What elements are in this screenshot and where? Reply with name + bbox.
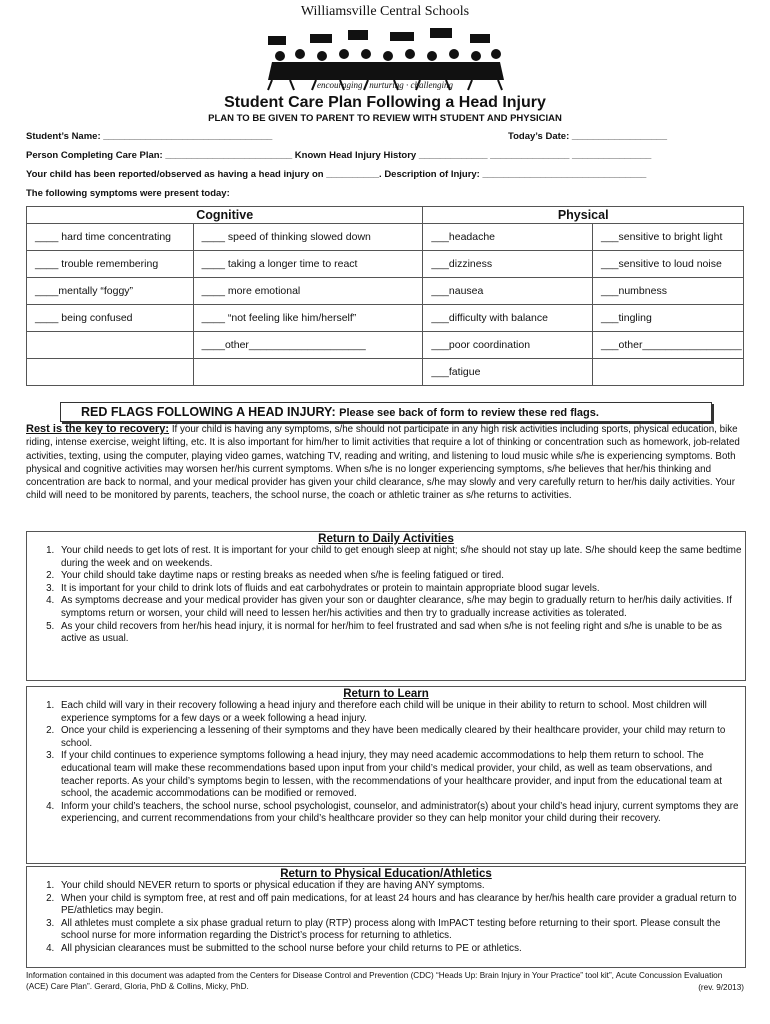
daily-activities-section — [26, 531, 746, 681]
list-item: 2. Once your child is experiencing a lessening of their symptoms and they have been medically cleared by their healthcare provider, your child may return to school. — [57, 725, 745, 750]
symptom-item[interactable]: ____other____________________ — [193, 332, 423, 359]
daily-activities-title: Return to Daily Activities — [318, 533, 454, 545]
return-to-learn-section — [26, 686, 746, 864]
athletics-section — [26, 866, 746, 968]
symptom-item — [27, 332, 194, 359]
symptoms-table — [26, 206, 744, 386]
person-completing-field[interactable]: Person Completing Care Plan: ________________________ Known Head Injury History _____________ _______________ _______________ — [26, 150, 652, 161]
symptom-item[interactable]: ____ “not feeling like him/herself” — [193, 305, 423, 332]
todays-date-field[interactable]: Today’s Date: __________________ — [508, 131, 667, 142]
symptom-item[interactable]: ____ taking a longer time to react — [193, 251, 423, 278]
table-row — [27, 278, 744, 305]
list-item: 1. Your child needs to get lots of rest. It is important for your child to get enough sleep at night; s/he should not stay up late. S/he should keep the same bedtime during the week and on weekends. — [57, 545, 745, 570]
list-item: 4. All physician clearances must be submitted to the school nurse before your child returns to PE or athletics. — [57, 943, 745, 956]
list-item: 2. Your child should take daytime naps or resting breaks as needed when s/he is feeling fatigued or tired. — [57, 570, 745, 583]
table-row — [27, 224, 744, 251]
rest-paragraph — [26, 423, 746, 503]
symptom-item[interactable]: ___difficulty with balance — [423, 305, 593, 332]
page-subtitle: PLAN TO BE GIVEN TO PARENT TO REVIEW WITH STUDENT AND PHYSICIAN — [208, 113, 562, 124]
injury-report-field[interactable]: Your child has been reported/observed as having a head injury on __________. Description of Injury: _______________________________ — [26, 169, 647, 180]
cognitive-header: Cognitive — [27, 207, 423, 224]
symptom-item[interactable]: ____ being confused — [27, 305, 194, 332]
symptom-item[interactable]: ___headache — [423, 224, 593, 251]
rest-text: If your child is having any symptoms, s/he should not participate in any high risk activities including sports, physical education, bike riding, intense exercise, weight lifting, etc. It is also important for him/her to limit activities that require a lot of thinking or concentration such as homework, job-related activities, texting, using the computer, playing video games, watching TV, reading and writing, and listening to loud music while s/he is experiencing symptoms. Both physical and cognitive activities may worsen her/his current symptoms. When s/he is no longer experiencing symptoms, s/he believes that her/his thinking and concentration are back to normal, and your medical provider has given your child clearance, s/he may slowly and very carefully return to her/his daily activities. Your child will need to be monitored by parents, teachers, the school nurse, the coach or athletic trainer as s/he returns to activities. — [26, 424, 740, 502]
list-item: 1. Your child should NEVER return to sports or physical education if they are having ANY symptoms. — [57, 880, 745, 893]
page-title: Student Care Plan Following a Head Injury — [224, 94, 546, 111]
list-item: 5. As your child recovers from her/his head injury, it is normal for her/him to feel frustrated and sad when s/he is not feeling right and s/he is unable to be as active as usual. — [57, 621, 745, 646]
symptom-item[interactable]: ____ hard time concentrating — [27, 224, 194, 251]
symptom-item — [592, 359, 743, 386]
red-flags-title: RED FLAGS FOLLOWING A HEAD INJURY: — [81, 405, 336, 419]
red-flags-banner — [60, 402, 712, 422]
athletics-title: Return to Physical Education/Athletics — [280, 868, 492, 880]
red-flags-note: Please see back of form to review these red flags. — [339, 407, 599, 419]
list-item: 4. Inform your child’s teachers, the school nurse, school psychologist, counselor, and administrator(s) about your child’s head injury, current symptoms they are experiencing, and current recommendations from your child’s healthcare provider so they can help monitor your child during their recovery. — [57, 801, 745, 826]
school-tagline: encouraging · nurturing · challenging — [317, 80, 453, 90]
list-item: 3. If your child continues to experience symptoms following a head injury, they may need academic accommodations to help them return to school. The educational team will make these recommendations based upon input from your child’s medical provider, your child, as well as team observations, and teacher reports. As your child’s symptoms begin to lessen, with the recommendations of your healthcare provider, and input from the educational team at school, the academic accommodations can be modified or removed. — [57, 750, 745, 800]
table-row — [27, 359, 744, 386]
list-item: 4. As symptoms decrease and your medical provider has given your son or daughter clearance, s/he may begin to gradually return to her/his daily activities. If symptoms return or worsen, your child will need to lessen her/his activities and then try to gradually increase activities as tolerated. — [57, 595, 745, 620]
symptom-item[interactable]: ___tingling — [592, 305, 743, 332]
symptoms-intro: The following symptoms were present today: — [26, 188, 230, 199]
rest-lead: Rest is the key to recovery: — [26, 423, 170, 435]
table-row — [27, 251, 744, 278]
symptom-item[interactable]: ___sensitive to bright light — [592, 224, 743, 251]
list-item: 1. Each child will vary in their recovery following a head injury and therefore each child will be unique in their ability to return to school. Most children will experience symptoms for a few days or a week following a head injury. — [57, 700, 745, 725]
school-name: Williamsville Central Schools — [300, 4, 470, 19]
symptom-item[interactable]: ___fatigue — [423, 359, 593, 386]
revision-date: (rev. 9/2013) — [698, 983, 744, 992]
list-item: 3. All athletes must complete a six phase gradual return to play (RTP) process along with ImPACT testing before returning to their sport. Please consult the school nurse for more information regarding the District’s process for returning to athletics. — [57, 918, 745, 943]
symptom-item[interactable]: ___dizziness — [423, 251, 593, 278]
list-item: 3. It is important for your child to drink lots of fluids and eat carbohydrates or protein to maintain appropriate blood sugar levels. — [57, 583, 745, 596]
student-name-field[interactable]: Student’s Name: ________________________________ — [26, 131, 273, 142]
symptom-item[interactable]: ____ speed of thinking slowed down — [193, 224, 423, 251]
table-row — [27, 305, 744, 332]
symptom-item — [193, 359, 423, 386]
symptom-item[interactable]: ____ trouble remembering — [27, 251, 194, 278]
physical-header: Physical — [423, 207, 744, 224]
symptom-item[interactable]: ___sensitive to loud noise — [592, 251, 743, 278]
list-item: 2. When your child is symptom free, at rest and off pain medications, for at least 24 hours and has clearance by her/his health care provider a gradual return to PE/athletics may begin. — [57, 893, 745, 918]
symptom-item[interactable]: ___nausea — [423, 278, 593, 305]
symptom-item[interactable]: ___poor coordination — [423, 332, 593, 359]
return-to-learn-title: Return to Learn — [343, 688, 429, 700]
symptom-item[interactable]: ___numbness — [592, 278, 743, 305]
table-row — [27, 332, 744, 359]
symptom-item — [27, 359, 194, 386]
symptom-item[interactable]: ____mentally “foggy” — [27, 278, 194, 305]
footer-citation: Information contained in this document was adapted from the Centers for Disease Control and Prevention (CDC) “Heads Up: Brain Injury in Your Practice” tool kit”, Acute Concussion Evaluation (ACE) Care Plan”. Gerard, Gloria, PhD & Collins, Micky, PhD. — [26, 971, 723, 991]
symptom-item[interactable]: ___other_________________ — [592, 332, 743, 359]
symptom-item[interactable]: ____ more emotional — [193, 278, 423, 305]
